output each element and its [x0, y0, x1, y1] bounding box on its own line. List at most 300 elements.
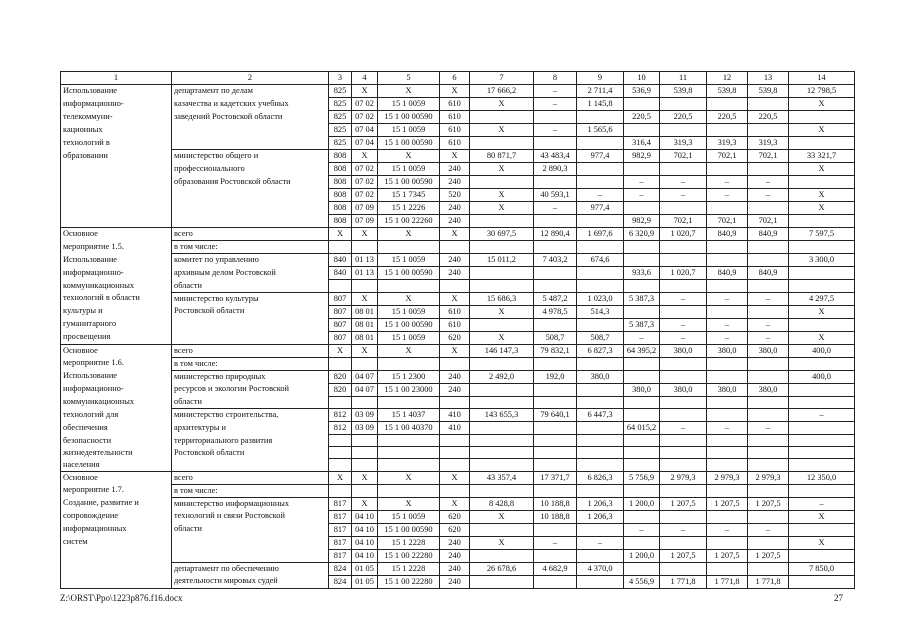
- value-cell: 380,0: [660, 344, 707, 357]
- value-cell: 240: [440, 176, 470, 189]
- value-cell: –: [660, 176, 707, 189]
- value-cell: 03 09: [352, 422, 378, 435]
- executor-cell: области: [172, 280, 329, 293]
- event-name-cell: Использование: [61, 254, 172, 267]
- value-cell: 1 206,3: [577, 497, 624, 510]
- value-cell: [534, 396, 577, 409]
- event-name-cell: [61, 549, 172, 562]
- table-row: [61, 98, 855, 111]
- value-cell: X: [440, 292, 470, 305]
- value-cell: –: [748, 331, 789, 344]
- event-name-cell: жизнедеятельности: [61, 447, 172, 459]
- value-cell: [624, 280, 660, 293]
- value-cell: 539,8: [748, 85, 789, 98]
- value-cell: [707, 370, 748, 383]
- event-name-cell: образовании: [61, 150, 172, 163]
- event-name-cell: [61, 176, 172, 189]
- value-cell: [624, 536, 660, 549]
- value-cell: X: [470, 331, 534, 344]
- value-cell: 380,0: [748, 383, 789, 396]
- value-cell: [660, 536, 707, 549]
- budget-table: [60, 71, 855, 589]
- value-cell: [329, 280, 352, 293]
- value-cell: [707, 98, 748, 111]
- value-cell: 319,3: [707, 137, 748, 150]
- value-cell: 240: [440, 562, 470, 575]
- value-cell: [577, 137, 624, 150]
- value-cell: [440, 447, 470, 459]
- executor-cell: технологий и связи Ростовской: [172, 510, 329, 523]
- value-cell: X: [329, 471, 352, 484]
- value-cell: 400,0: [789, 344, 855, 357]
- value-cell: [748, 409, 789, 422]
- value-cell: 1 207,5: [748, 497, 789, 510]
- table-row: [61, 280, 855, 293]
- value-cell: [352, 484, 378, 497]
- value-cell: 380,0: [707, 383, 748, 396]
- value-cell: [470, 215, 534, 228]
- event-name-cell: [61, 562, 172, 575]
- value-cell: [789, 422, 855, 435]
- value-cell: [789, 241, 855, 254]
- value-cell: 812: [329, 422, 352, 435]
- table-row: [61, 215, 855, 228]
- value-cell: [789, 215, 855, 228]
- executor-cell: в том числе:: [172, 241, 329, 254]
- value-cell: [329, 435, 352, 447]
- value-cell: 8 428,8: [470, 497, 534, 510]
- value-cell: [660, 396, 707, 409]
- column-number-cell: 7: [470, 72, 534, 85]
- value-cell: –: [624, 176, 660, 189]
- value-cell: 15 1 00 00590: [378, 111, 440, 124]
- value-cell: 15 1 00 00590: [378, 137, 440, 150]
- value-cell: [534, 575, 577, 588]
- value-cell: [707, 396, 748, 409]
- value-cell: [470, 137, 534, 150]
- value-cell: 79 640,1: [534, 409, 577, 422]
- value-cell: –: [707, 331, 748, 344]
- value-cell: 7 597,5: [789, 228, 855, 241]
- value-cell: 319,3: [748, 137, 789, 150]
- table-row: [61, 497, 855, 510]
- event-name-cell: информационно-: [61, 98, 172, 111]
- value-cell: –: [748, 292, 789, 305]
- value-cell: X: [378, 471, 440, 484]
- value-cell: [329, 484, 352, 497]
- value-cell: 15 1 0059: [378, 98, 440, 111]
- value-cell: [440, 396, 470, 409]
- table-row: [61, 305, 855, 318]
- value-cell: 4 297,5: [789, 292, 855, 305]
- value-cell: X: [440, 85, 470, 98]
- value-cell: [660, 163, 707, 176]
- event-name-cell: культуры и: [61, 305, 172, 318]
- value-cell: 15 1 0059: [378, 163, 440, 176]
- value-cell: [624, 241, 660, 254]
- value-cell: [577, 383, 624, 396]
- value-cell: 15 011,2: [470, 254, 534, 267]
- executor-cell: министерство общего и: [172, 150, 329, 163]
- value-cell: 07 09: [352, 202, 378, 215]
- value-cell: 820: [329, 383, 352, 396]
- value-cell: [660, 562, 707, 575]
- executor-cell: [172, 459, 329, 472]
- executor-cell: архивным делом Ростовской: [172, 267, 329, 280]
- executor-cell: Ростовской области: [172, 305, 329, 318]
- value-cell: [534, 459, 577, 472]
- column-number-cell: 2: [172, 72, 329, 85]
- value-cell: [748, 562, 789, 575]
- value-cell: 43 357,4: [470, 471, 534, 484]
- value-cell: 15 1 0059: [378, 124, 440, 137]
- value-cell: 807: [329, 318, 352, 331]
- event-name-cell: Основное: [61, 471, 172, 484]
- value-cell: [789, 447, 855, 459]
- table-row: [61, 484, 855, 497]
- value-cell: 04 07: [352, 383, 378, 396]
- value-cell: 64 395,2: [624, 344, 660, 357]
- table-row: [61, 189, 855, 202]
- value-cell: [470, 176, 534, 189]
- value-cell: [577, 280, 624, 293]
- value-cell: [440, 357, 470, 370]
- value-cell: X: [789, 510, 855, 523]
- executor-cell: ресурсов и экологии Ростовской: [172, 383, 329, 396]
- value-cell: 539,8: [707, 85, 748, 98]
- value-cell: [660, 484, 707, 497]
- value-cell: 15 1 00 00590: [378, 176, 440, 189]
- value-cell: [534, 435, 577, 447]
- executor-cell: [172, 536, 329, 549]
- column-number-cell: 6: [440, 72, 470, 85]
- value-cell: [748, 124, 789, 137]
- value-cell: X: [440, 344, 470, 357]
- table-row: [61, 292, 855, 305]
- value-cell: 10 188,8: [534, 510, 577, 523]
- value-cell: 43 483,4: [534, 150, 577, 163]
- event-name-cell: Использование: [61, 370, 172, 383]
- value-cell: 674,6: [577, 254, 624, 267]
- value-cell: 7 850,0: [789, 562, 855, 575]
- table-row: [61, 137, 855, 150]
- table-row: [61, 562, 855, 575]
- value-cell: [440, 280, 470, 293]
- executor-cell: в том числе:: [172, 357, 329, 370]
- value-cell: 610: [440, 305, 470, 318]
- event-name-cell: систем: [61, 536, 172, 549]
- value-cell: 1 020,7: [660, 267, 707, 280]
- value-cell: 15 1 00 22280: [378, 549, 440, 562]
- value-cell: [660, 124, 707, 137]
- value-cell: 6 827,3: [577, 344, 624, 357]
- column-number-cell: 3: [329, 72, 352, 85]
- value-cell: X: [470, 510, 534, 523]
- value-cell: [789, 396, 855, 409]
- value-cell: [624, 459, 660, 472]
- value-cell: [440, 484, 470, 497]
- value-cell: 6 826,3: [577, 471, 624, 484]
- table-row: [61, 267, 855, 280]
- value-cell: 4 370,0: [577, 562, 624, 575]
- value-cell: [470, 241, 534, 254]
- value-cell: 400,0: [789, 370, 855, 383]
- event-name-cell: мероприятие 1.6.: [61, 357, 172, 370]
- value-cell: 15 1 0059: [378, 510, 440, 523]
- value-cell: [470, 484, 534, 497]
- column-number-cell: 4: [352, 72, 378, 85]
- value-cell: [660, 409, 707, 422]
- value-cell: [440, 241, 470, 254]
- table-row: [61, 344, 855, 357]
- value-cell: 840,9: [748, 267, 789, 280]
- value-cell: 15 1 00 00590: [378, 318, 440, 331]
- value-cell: 4 978,5: [534, 305, 577, 318]
- event-name-cell: Создание, развитие и: [61, 497, 172, 510]
- value-cell: [707, 305, 748, 318]
- value-cell: X: [789, 124, 855, 137]
- value-cell: 03 09: [352, 409, 378, 422]
- table-row: [61, 510, 855, 523]
- value-cell: 220,5: [660, 111, 707, 124]
- value-cell: [748, 459, 789, 472]
- value-cell: [577, 163, 624, 176]
- value-cell: [789, 176, 855, 189]
- value-cell: [707, 254, 748, 267]
- value-cell: X: [440, 228, 470, 241]
- value-cell: X: [378, 292, 440, 305]
- value-cell: [789, 280, 855, 293]
- value-cell: 04 07: [352, 370, 378, 383]
- value-cell: 240: [440, 254, 470, 267]
- value-cell: 1 771,8: [707, 575, 748, 588]
- table-row: [61, 111, 855, 124]
- value-cell: X: [378, 150, 440, 163]
- column-number-cell: 14: [789, 72, 855, 85]
- executor-cell: деятельности мировых судей: [172, 575, 329, 588]
- value-cell: 15 1 2226: [378, 202, 440, 215]
- column-number-cell: 8: [534, 72, 577, 85]
- value-cell: –: [577, 189, 624, 202]
- value-cell: [748, 396, 789, 409]
- table-row: [61, 241, 855, 254]
- table-row: [61, 575, 855, 588]
- value-cell: –: [660, 318, 707, 331]
- value-cell: 26 678,6: [470, 562, 534, 575]
- value-cell: 380,0: [707, 344, 748, 357]
- value-cell: 04 10: [352, 510, 378, 523]
- value-cell: [707, 447, 748, 459]
- executor-cell: министерство культуры: [172, 292, 329, 305]
- value-cell: –: [624, 523, 660, 536]
- value-cell: 15 1 00 22260: [378, 215, 440, 228]
- value-cell: [660, 202, 707, 215]
- value-cell: 2 711,4: [577, 85, 624, 98]
- value-cell: 610: [440, 318, 470, 331]
- executor-cell: министерство строительства,: [172, 409, 329, 422]
- value-cell: [624, 305, 660, 318]
- value-cell: –: [660, 331, 707, 344]
- value-cell: 808: [329, 176, 352, 189]
- value-cell: 840: [329, 254, 352, 267]
- value-cell: 5 387,3: [624, 292, 660, 305]
- value-cell: [534, 318, 577, 331]
- value-cell: 5 387,3: [624, 318, 660, 331]
- value-cell: X: [789, 536, 855, 549]
- executor-cell: департамент по обеспечению: [172, 562, 329, 575]
- table-row: [61, 536, 855, 549]
- value-cell: 702,1: [707, 215, 748, 228]
- event-name-cell: технологий в области: [61, 292, 172, 305]
- value-cell: [748, 370, 789, 383]
- value-cell: –: [534, 98, 577, 111]
- value-cell: [748, 305, 789, 318]
- table-row: [61, 254, 855, 267]
- value-cell: [352, 396, 378, 409]
- value-cell: [577, 215, 624, 228]
- value-cell: X: [329, 344, 352, 357]
- value-cell: [470, 447, 534, 459]
- table-row: [61, 523, 855, 536]
- value-cell: 1 207,5: [748, 549, 789, 562]
- table-row: [61, 150, 855, 163]
- value-cell: 610: [440, 111, 470, 124]
- value-cell: [660, 254, 707, 267]
- value-cell: [534, 523, 577, 536]
- value-cell: 07 02: [352, 98, 378, 111]
- value-cell: [707, 124, 748, 137]
- value-cell: [624, 562, 660, 575]
- event-name-cell: [61, 202, 172, 215]
- value-cell: 840,9: [707, 228, 748, 241]
- column-number-cell: 1: [61, 72, 172, 85]
- executor-cell: [172, 137, 329, 150]
- value-cell: 15 1 0059: [378, 305, 440, 318]
- value-cell: 07 04: [352, 124, 378, 137]
- table-row: [61, 85, 855, 98]
- value-cell: 1 206,3: [577, 510, 624, 523]
- value-cell: [789, 435, 855, 447]
- value-cell: 808: [329, 150, 352, 163]
- value-cell: 702,1: [660, 150, 707, 163]
- value-cell: [440, 435, 470, 447]
- value-cell: X: [352, 344, 378, 357]
- value-cell: 240: [440, 536, 470, 549]
- value-cell: 1 771,8: [748, 575, 789, 588]
- table-row: [61, 396, 855, 409]
- event-name-cell: технологий для: [61, 409, 172, 422]
- value-cell: 240: [440, 383, 470, 396]
- value-cell: [789, 383, 855, 396]
- value-cell: 240: [440, 267, 470, 280]
- value-cell: [660, 435, 707, 447]
- event-name-cell: информационных: [61, 523, 172, 536]
- executor-cell: в том числе:: [172, 484, 329, 497]
- value-cell: 08 01: [352, 305, 378, 318]
- value-cell: [534, 422, 577, 435]
- value-cell: [577, 447, 624, 459]
- table-row: [61, 176, 855, 189]
- value-cell: 982,9: [624, 215, 660, 228]
- value-cell: –: [534, 85, 577, 98]
- value-cell: [707, 536, 748, 549]
- value-cell: 07 04: [352, 137, 378, 150]
- value-cell: X: [378, 85, 440, 98]
- value-cell: [534, 111, 577, 124]
- value-cell: [577, 396, 624, 409]
- value-cell: 15 1 00 00590: [378, 523, 440, 536]
- value-cell: [660, 459, 707, 472]
- value-cell: [707, 562, 748, 575]
- value-cell: 08 01: [352, 331, 378, 344]
- value-cell: –: [624, 189, 660, 202]
- value-cell: 380,0: [748, 344, 789, 357]
- value-cell: 5 756,9: [624, 471, 660, 484]
- value-cell: [707, 435, 748, 447]
- value-cell: [440, 459, 470, 472]
- value-cell: 610: [440, 124, 470, 137]
- value-cell: 80 871,7: [470, 150, 534, 163]
- value-cell: 825: [329, 85, 352, 98]
- value-cell: 2 979,3: [748, 471, 789, 484]
- value-cell: 01 13: [352, 267, 378, 280]
- value-cell: [748, 163, 789, 176]
- value-cell: [707, 241, 748, 254]
- value-cell: [577, 357, 624, 370]
- value-cell: 702,1: [748, 215, 789, 228]
- footer-file-path: Z:\ORST\Ppo\1223p876.f16.docx: [60, 593, 183, 603]
- value-cell: 15 1 00 40370: [378, 422, 440, 435]
- value-cell: [470, 357, 534, 370]
- value-cell: X: [789, 163, 855, 176]
- value-cell: –: [789, 497, 855, 510]
- value-cell: [577, 484, 624, 497]
- column-number-cell: 13: [748, 72, 789, 85]
- value-cell: [660, 370, 707, 383]
- value-cell: X: [378, 497, 440, 510]
- value-cell: 817: [329, 536, 352, 549]
- event-name-cell: информационно-: [61, 383, 172, 396]
- value-cell: X: [789, 189, 855, 202]
- value-cell: –: [707, 422, 748, 435]
- value-cell: 240: [440, 370, 470, 383]
- value-cell: [707, 280, 748, 293]
- value-cell: X: [352, 150, 378, 163]
- value-cell: –: [789, 409, 855, 422]
- executor-cell: комитет по управлению: [172, 254, 329, 267]
- value-cell: X: [789, 202, 855, 215]
- table-row: [61, 228, 855, 241]
- value-cell: 17 371,7: [534, 471, 577, 484]
- value-cell: [624, 435, 660, 447]
- value-cell: [534, 447, 577, 459]
- value-cell: –: [707, 292, 748, 305]
- value-cell: [470, 383, 534, 396]
- value-cell: X: [470, 189, 534, 202]
- value-cell: 1 207,5: [707, 497, 748, 510]
- event-name-cell: мероприятие 1.5.: [61, 241, 172, 254]
- value-cell: 1 023,0: [577, 292, 624, 305]
- value-cell: 240: [440, 549, 470, 562]
- value-cell: 07 02: [352, 176, 378, 189]
- executor-cell: заведений Ростовской области: [172, 111, 329, 124]
- value-cell: [534, 176, 577, 189]
- value-cell: 12 798,5: [789, 85, 855, 98]
- executor-cell: архитектуры и: [172, 422, 329, 435]
- value-cell: X: [440, 497, 470, 510]
- value-cell: [660, 305, 707, 318]
- value-cell: [577, 523, 624, 536]
